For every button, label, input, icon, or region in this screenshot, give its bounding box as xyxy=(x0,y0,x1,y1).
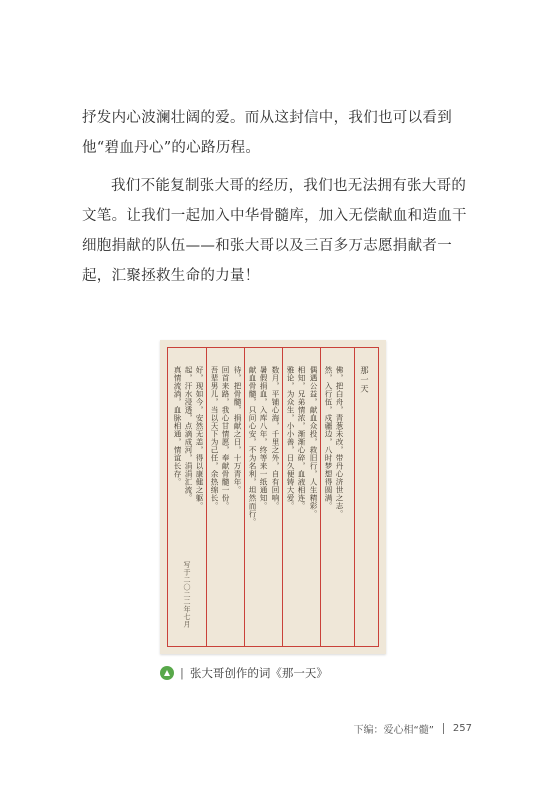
caption-text: 张大哥创作的词《那一天》 xyxy=(189,666,328,680)
body-paragraph-2: 我们不能复制张大哥的经历，我们也无法拥有张大哥的文笔。让我们一起加入中华骨髓库，加入无偿献血和造血干细胞捐献的队伍——和张大哥以及三百多万志愿捐献者一起，汇聚拯救生命的力量！ xyxy=(82,178,467,284)
letter-line: 数月，平铺心海，千里之外，自有回响。 xyxy=(271,366,280,510)
triangle-icon xyxy=(160,666,174,680)
column-rule xyxy=(244,348,245,646)
column-rule xyxy=(282,348,283,646)
letter-line: 相知，兄弟情浓，渐渐心碎，血液相连。 xyxy=(297,366,306,510)
letter-line: 佛，把白舟，青葱未改，带丹心济世之志。 xyxy=(335,366,344,518)
letter-line: 待，把骨髓，捐献之日，十万青年。 xyxy=(233,366,242,494)
letter-line: 吾辈男儿，当以天下为己任，余热绵长。 xyxy=(210,366,219,510)
footer-divider xyxy=(443,723,444,734)
column-rule xyxy=(320,348,321,646)
letter-line: 好，现如今，安然无恙，得以康健之躯。 xyxy=(195,366,204,510)
letter-title: 那一天 xyxy=(360,366,370,394)
letter-line: 暑假捐血，入库八年，终等来一纸通知。 xyxy=(259,366,268,510)
letter-line: 然，入行伍，戍疆边，八时梦想得圆满。 xyxy=(324,366,333,510)
letter-line: 献血骨髓，只问心安，不为名利，坦然而行。 xyxy=(248,366,257,526)
letter-line: 起，汗水浸透，点滴成河，涓涓汇流。 xyxy=(184,366,193,502)
letter-line: 真情流淌，血脉相通，情谊长存。 xyxy=(173,366,182,486)
letter-line: 回首来路，我心甘情愿，奉献骨髓一份。 xyxy=(221,366,230,510)
letter-frame xyxy=(167,347,379,647)
body-paragraph-1: 抒发内心波澜壮阔的爱。而从这封信中，我们也可以看到他“碧血丹心”的心路历程。 xyxy=(82,110,452,156)
page-footer xyxy=(354,721,472,736)
letter-image xyxy=(160,340,386,654)
letter-line: 雅论，为众生，小小善，日久便铸大爱。 xyxy=(286,366,295,510)
letter-signature: 写于二〇二二年七月 xyxy=(183,561,191,628)
caption-separator: | xyxy=(180,666,184,680)
column-rule xyxy=(206,348,207,646)
page-number: 257 xyxy=(452,723,472,734)
letter-line: 偶遇公益，献血众投，救旧行，人生精彩。 xyxy=(309,366,318,518)
column-rule xyxy=(354,348,355,646)
figure-caption xyxy=(160,665,328,681)
footer-section-title: 下编：爱心相“髓” xyxy=(353,725,434,736)
